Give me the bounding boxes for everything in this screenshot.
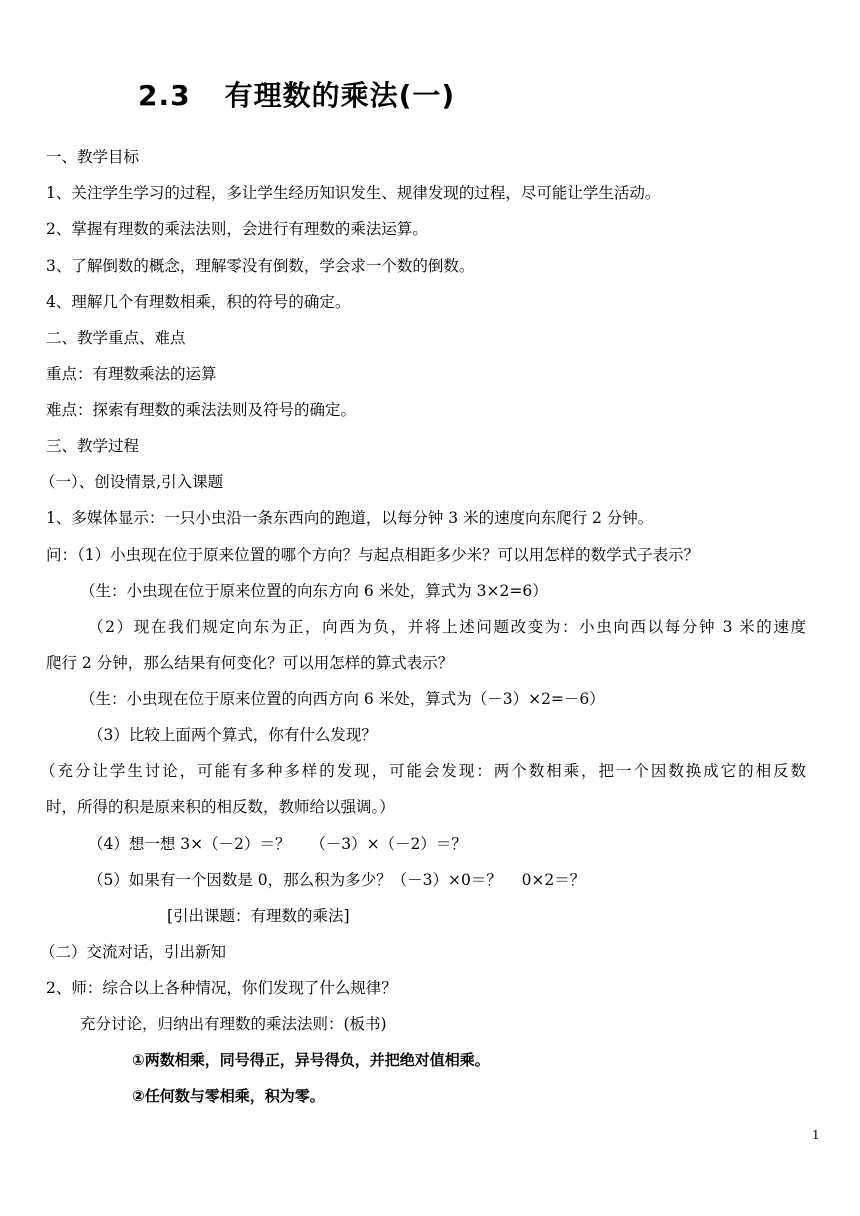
summary: 充分讨论，归纳出有理数的乘法法则：(板书) [80, 1015, 387, 1033]
page-number: 1 [812, 1128, 820, 1142]
part2-heading: （二）交流对话，引出新知 [40, 943, 227, 961]
goal-item-4: 4、理解几个有理数相乘，积的符号的确定。 [46, 293, 351, 311]
question-1: 问：（1）小虫现在位于原来位置的哪个方向？与起点相距多少米？可以用怎样的数学式子表示？ [46, 546, 700, 564]
section-heading-goals: 一、教学目标 [46, 148, 140, 166]
section-heading-key-points: 二、教学重点、难点 [46, 329, 186, 347]
part1-heading: （一）、创设情景,引入课题 [40, 473, 224, 491]
question-5: （5）如果有一个因数是 0，那么积为多少？（－3）×0＝？ 0×2＝？ [88, 871, 586, 889]
key-point: 重点：有理数乘法的运算 [46, 365, 217, 383]
answer-2: （生：小虫现在位于原来位置的向西方向 6 米处，算式为（－3）×2=－6） [80, 690, 605, 708]
question-3: （3）比较上面两个算式，你有什么发现？ [88, 726, 377, 744]
question-2-line-1: （2）现在我们规定向东为正，向西为负，并将上述问题改变为：小虫向西以每分钟 3 米的速度 [88, 618, 806, 636]
page-title [138, 74, 455, 114]
difficult-point: 难点：探索有理数的乘法法则及符号的确定。 [46, 401, 357, 419]
discussion-line-2: 时，所得的积是原来积的相反数，教师给以强调。） [46, 798, 395, 816]
rule-2: ②任何数与零相乘，积为零。 [132, 1087, 325, 1105]
lead-topic: [引出课题：有理数的乘法] [167, 907, 350, 925]
step-2: 2、师：综合以上各种情况，你们发现了什么规律？ [46, 979, 397, 997]
title-number: 2.3 [138, 79, 191, 112]
goal-item-3: 3、了解倒数的概念，理解零没有倒数，学会求一个数的倒数。 [46, 257, 475, 275]
answer-1: （生：小虫现在位于原来位置的向东方向 6 米处，算式为 3×2=6） [80, 582, 548, 600]
question-2-line-2: 爬行 2 分钟，那么结果有何变化？可以用怎样的算式表示？ [46, 654, 454, 672]
rule-1: ①两数相乘，同号得正，异号得负，并把绝对值相乘。 [132, 1051, 490, 1069]
goal-item-1: 1、关注学生学习的过程，多让学生经历知识发生、规律发现的过程，尽可能让学生活动。 [46, 184, 661, 202]
discussion-line-1: （充分让学生讨论，可能有多种多样的发现，可能会发现：两个数相乘，把一个因数换成它的相反数 [40, 762, 806, 780]
title-text: 有理数的乘法(一) [224, 79, 456, 112]
section-heading-process: 三、教学过程 [46, 437, 140, 455]
goal-item-2: 2、掌握有理数的乘法法则，会进行有理数的乘法运算。 [46, 220, 428, 238]
step-1: 1、多媒体显示：一只小虫沿一条东西向的跑道，以每分钟 3 米的速度向东爬行 2 分钟。 [46, 509, 654, 527]
question-4: （4）想一想 3×（－2）＝？ （－3）×（－2）＝？ [88, 835, 467, 853]
